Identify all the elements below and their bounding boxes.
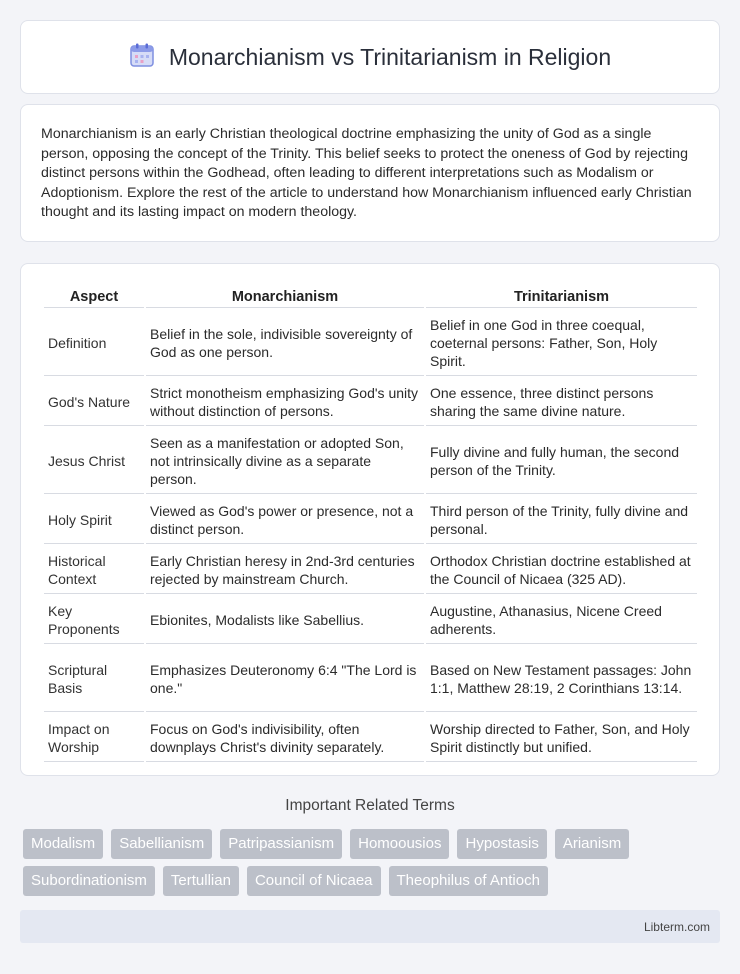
table-row	[44, 428, 697, 494]
table-row	[44, 714, 697, 762]
tag-sabellianism[interactable]: Sabellianism	[111, 829, 212, 859]
table-header-row	[44, 286, 697, 308]
header-aspect: Aspect	[44, 286, 144, 308]
trinitarianism-cell: One essence, three distinct persons sharing the same divine nature.	[426, 378, 697, 426]
tag-hypostasis[interactable]: Hypostasis	[457, 829, 546, 859]
tag-subordinationism[interactable]: Subordinationism	[23, 866, 155, 896]
table-row	[44, 378, 697, 426]
monarchianism-cell: Belief in the sole, indivisible sovereignty of God as one person.	[146, 310, 424, 376]
tag-theophilus-of-antioch[interactable]: Theophilus of Antioch	[389, 866, 548, 896]
comparison-table	[42, 284, 699, 764]
header-card	[20, 20, 720, 94]
comparison-table-card	[20, 263, 720, 776]
aspect-cell: God's Nature	[44, 378, 144, 426]
table-row	[44, 646, 697, 712]
footer	[20, 910, 720, 943]
aspect-cell: Historical Context	[44, 546, 144, 594]
monarchianism-cell: Seen as a manifestation or adopted Son, not intrinsically divine as a separate person.	[146, 428, 424, 494]
trinitarianism-cell: Based on New Testament passages: John 1:1, Matthew 28:19, 2 Corinthians 13:14.	[426, 646, 697, 712]
trinitarianism-cell: Worship directed to Father, Son, and Holy Spirit distinctly but unified.	[426, 714, 697, 762]
monarchianism-cell: Early Christian heresy in 2nd-3rd centuries rejected by mainstream Church.	[146, 546, 424, 594]
header-trinitarianism: Trinitarianism	[426, 286, 697, 308]
aspect-cell: Holy Spirit	[44, 496, 144, 544]
intro-text: Monarchianism is an early Christian theological doctrine emphasizing the unity of God as a single person, opposing the concept of the Trinity. This belief seeks to protect the oneness of God by rejecting distinct persons within the Godhead, often leading to different interpretations such as Modalism or Adoptionism. Explore the rest of the article to understand how Monarchianism influenced early Christian thought and its lasting impact on modern theology.	[41, 126, 692, 220]
tag-tertullian[interactable]: Tertullian	[163, 866, 239, 896]
tag-modalism[interactable]: Modalism	[23, 829, 103, 859]
aspect-cell: Key Proponents	[44, 596, 144, 644]
calendar-icon	[129, 42, 155, 73]
tag-council-of-nicaea[interactable]: Council of Nicaea	[247, 866, 381, 896]
intro-card	[20, 104, 720, 242]
tag-homoousios[interactable]: Homoousios	[350, 829, 449, 859]
table-row	[44, 496, 697, 544]
related-terms-tags	[23, 829, 723, 896]
aspect-cell: Definition	[44, 310, 144, 376]
aspect-cell: Jesus Christ	[44, 428, 144, 494]
header-monarchianism: Monarchianism	[146, 286, 424, 308]
tag-patripassianism[interactable]: Patripassianism	[220, 829, 342, 859]
monarchianism-cell: Viewed as God's power or presence, not a distinct person.	[146, 496, 424, 544]
monarchianism-cell: Strict monotheism emphasizing God's unity without distinction of persons.	[146, 378, 424, 426]
page-title: Monarchianism vs Trinitarianism in Religion	[168, 43, 612, 70]
aspect-cell: Scriptural Basis	[44, 646, 144, 712]
footer-site-link[interactable]: Libterm.com	[643, 919, 710, 934]
related-terms-title: Important Related Terms	[285, 797, 455, 814]
trinitarianism-cell: Belief in one God in three coequal, coeternal persons: Father, Son, Holy Spirit.	[426, 310, 697, 376]
monarchianism-cell: Ebionites, Modalists like Sabellius.	[146, 596, 424, 644]
aspect-cell: Impact on Worship	[44, 714, 144, 762]
trinitarianism-cell: Orthodox Christian doctrine established at the Council of Nicaea (325 AD).	[426, 546, 697, 594]
trinitarianism-cell: Third person of the Trinity, fully divine and personal.	[426, 496, 697, 544]
table-row	[44, 310, 697, 376]
table-row	[44, 596, 697, 644]
trinitarianism-cell: Fully divine and fully human, the second person of the Trinity.	[426, 428, 697, 494]
monarchianism-cell: Focus on God's indivisibility, often downplays Christ's divinity separately.	[146, 714, 424, 762]
monarchianism-cell: Emphasizes Deuteronomy 6:4 "The Lord is one."	[146, 646, 424, 712]
trinitarianism-cell: Augustine, Athanasius, Nicene Creed adherents.	[426, 596, 697, 644]
tag-arianism[interactable]: Arianism	[555, 829, 629, 859]
table-row	[44, 546, 697, 594]
